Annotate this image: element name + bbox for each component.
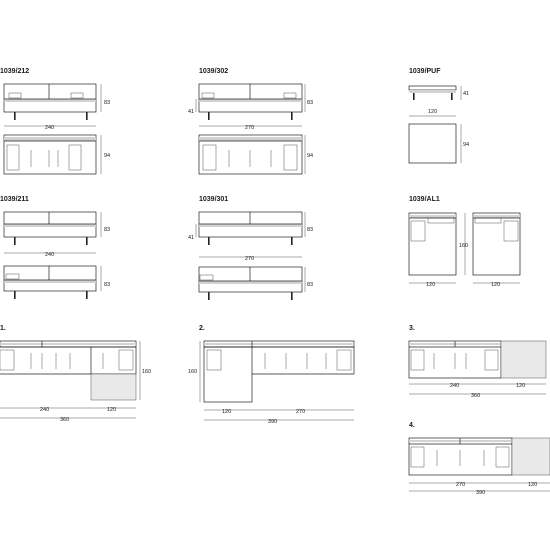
composition-number: 3. [409, 325, 415, 332]
sofa-side-view [199, 267, 302, 300]
width-dimension [199, 256, 302, 262]
model-1039-301 [188, 196, 313, 300]
composition-number: 2. [199, 325, 205, 332]
depth-dimension [140, 341, 151, 400]
dimension-label: 120 [516, 383, 526, 389]
model-code-1039-al1: 1039/AL1 [409, 196, 440, 203]
dimension-label: 94 [307, 153, 314, 159]
width-dimension [409, 109, 456, 116]
height-dimension [305, 212, 313, 237]
dimension-label: 120 [428, 109, 438, 115]
sofa-front-view [4, 84, 96, 120]
dimension-label: 41 [188, 235, 195, 241]
dimension-label: 83 [104, 227, 111, 233]
sofa-front-view [4, 212, 96, 245]
dimension-label: 240 [450, 383, 460, 389]
width-dimension-sofa [252, 409, 354, 415]
dimension-label: 240 [45, 125, 55, 131]
composition-1 [0, 325, 151, 423]
dimension-label: 160 [459, 243, 469, 249]
model-1039-puf [409, 68, 469, 163]
dimension-label: 41 [188, 109, 195, 115]
dimension-label: 270 [456, 482, 466, 488]
width-dimension [4, 125, 96, 131]
dimension-label: 360 [60, 417, 70, 423]
width-dimension-pouf [512, 482, 550, 488]
composition-2 [188, 325, 354, 425]
sofa-side-view [4, 266, 96, 299]
pouf-top-view [409, 124, 456, 163]
dimension-label: 120 [222, 409, 232, 415]
depth-dimension [305, 135, 313, 174]
dimension-label: 94 [104, 153, 111, 159]
total-width-dimension [0, 417, 136, 423]
dimension-label: 83 [307, 282, 314, 288]
sofa-top-view [4, 135, 96, 174]
width-dimension-sofa [409, 383, 501, 389]
model-code-1039-212: 1039/212 [0, 68, 30, 75]
dimension-label: 390 [268, 419, 278, 425]
dimension-label: 360 [471, 393, 481, 399]
height-dimension [305, 84, 313, 112]
width-dimension [199, 125, 302, 131]
width-dimension-sofa [0, 407, 91, 413]
dimension-label: 160 [142, 369, 152, 375]
model-1039-al1 [409, 196, 520, 288]
chaise-right-top-view [473, 213, 520, 275]
composition-number: 1. [0, 325, 6, 332]
width-dimension-left [409, 282, 456, 288]
dimension-label: 270 [296, 409, 306, 415]
sofa-top-view [199, 135, 302, 174]
dimension-label: 83 [307, 100, 314, 106]
width-dimension [4, 252, 96, 258]
depth-dimension [188, 341, 200, 402]
model-code-1039-211: 1039/211 [0, 196, 29, 203]
chaise-left-top-view [409, 213, 456, 275]
sofa-front-view [199, 84, 302, 120]
depth-dimension [459, 213, 468, 275]
width-dimension-chaise [204, 409, 252, 415]
total-width-dimension [204, 419, 354, 425]
width-dimension-sofa [409, 482, 512, 488]
composition-top-view [409, 341, 546, 378]
seat-height-dimension [188, 224, 196, 241]
composition-number: 4. [409, 422, 415, 429]
sofa-front-view [199, 212, 302, 245]
dimension-label: 120 [426, 282, 436, 288]
width-dimension-pouf [501, 383, 546, 389]
depth-dimension [101, 135, 110, 174]
dimension-label: 240 [45, 252, 55, 258]
composition-3 [409, 325, 546, 399]
side-height-dimension [305, 267, 313, 292]
dimension-label: 160 [188, 369, 198, 375]
model-code-1039-puf: 1039/PUF [409, 68, 441, 75]
model-1039-211 [0, 196, 110, 299]
composition-top-view [0, 341, 136, 400]
width-dimension-chaise [91, 407, 136, 413]
dimension-label: 94 [463, 142, 470, 148]
height-dimension [101, 84, 110, 112]
composition-top-view [409, 438, 550, 475]
composition-top-view [204, 341, 354, 402]
model-code-1039-302: 1039/302 [199, 68, 229, 75]
side-height-dimension [101, 266, 110, 291]
dimension-label: 240 [40, 407, 50, 413]
dimension-label: 270 [245, 125, 255, 131]
width-dimension-right [473, 282, 520, 288]
dimension-label: 83 [104, 282, 111, 288]
dimension-label: 120 [528, 482, 538, 488]
height-dimension [461, 86, 469, 100]
total-width-dimension [409, 490, 550, 496]
height-dimension [101, 212, 110, 237]
seat-height-dimension [188, 99, 196, 115]
dimension-label: 120 [107, 407, 117, 413]
model-1039-302 [188, 68, 313, 174]
dimension-label: 41 [463, 91, 470, 97]
total-width-dimension [409, 393, 546, 399]
model-1039-212 [0, 68, 110, 174]
model-code-1039-301: 1039/301 [199, 196, 229, 203]
dimension-label: 390 [476, 490, 486, 496]
dimension-label: 270 [245, 256, 255, 262]
depth-dimension [461, 124, 469, 163]
dimension-label: 120 [491, 282, 501, 288]
dimension-label: 83 [307, 227, 314, 233]
dimension-label: 83 [104, 100, 111, 106]
composition-4 [409, 422, 550, 496]
pouf-front-view [409, 86, 456, 100]
